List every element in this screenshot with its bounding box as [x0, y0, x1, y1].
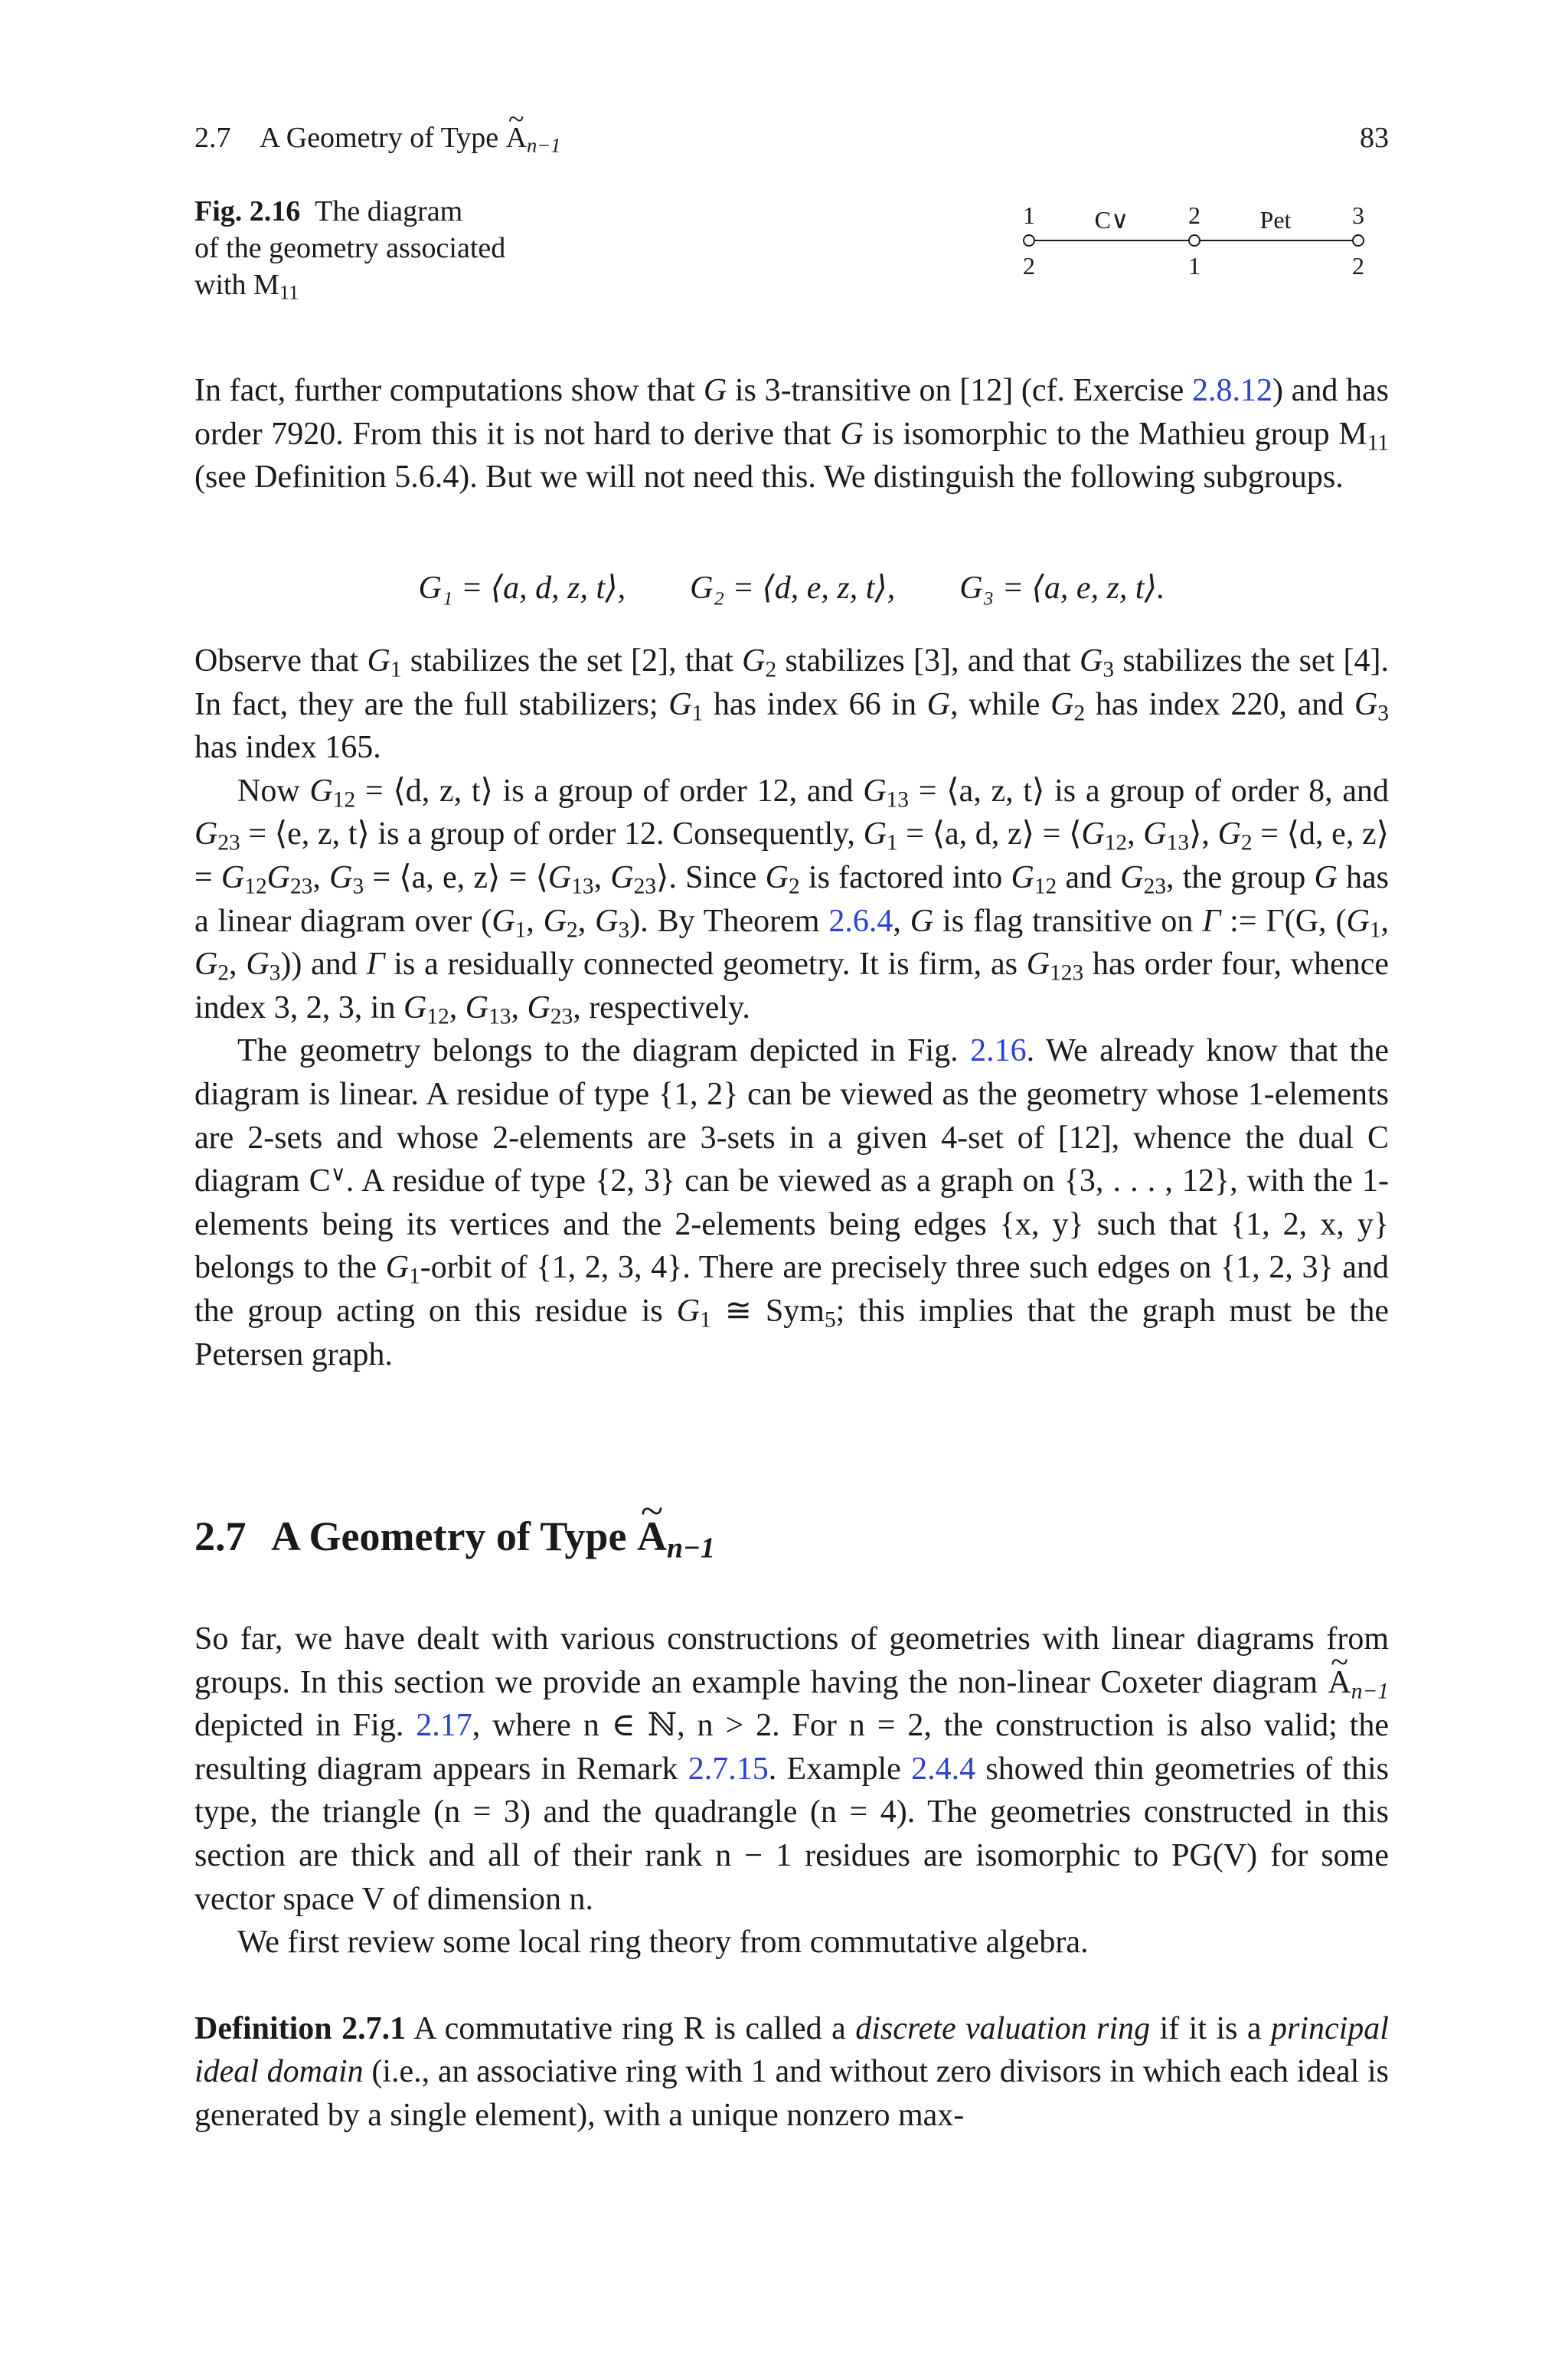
- subgroup-definitions: G₁ = ⟨a, d, z, t⟩, G₂ = ⟨d, e, z, t⟩, G₃ = ⟨a, e, z, t⟩.: [418, 571, 1165, 606]
- section-heading: [194, 1513, 715, 1565]
- paragraph-4: The geometry belongs to the diagram depicted in Fig. 2.16. We already know that the diagram is linear. A residue of type {1, 2} can be viewed as the geometry whose 1-elements are 2-sets and whose 2-elements are 3-sets in a given 4-set of [12], whence the dual C diagram C∨. A residue of type {2, 3} can be viewed as a graph on {3, . . . , 12}, with the 1-elements being its vertices and the 2-elements being edges {x, y} such that {1, 2, x, y} belongs to the $G_1$-orbit of {1, 2, 3, 4}. There are precisely three such edges on {1, 2, 3} and the group acting on this residue is $G_1$ ≅ Sym$_5$; this implies that the graph must be the Petersen graph.: [194, 1033, 1390, 1372]
- paragraph-6: We first review some local ring theory from commutative algebra.: [237, 1925, 1089, 1961]
- example-link[interactable]: 2.4.4: [911, 1751, 976, 1787]
- caption-line-3: with M: [194, 269, 279, 301]
- diagram-node-1: [1024, 235, 1034, 246]
- theorem-link[interactable]: 2.6.4: [828, 903, 893, 939]
- node-bottom-label: 2: [1352, 252, 1364, 280]
- section-title: A Geometry of Type: [271, 1513, 627, 1559]
- node-bottom-label: 1: [1188, 252, 1200, 280]
- figure-label: Fig. 2.16: [194, 195, 301, 227]
- node-top-label: 1: [1023, 201, 1035, 229]
- section-body: [194, 1617, 1389, 2138]
- node-top-label: 3: [1352, 201, 1364, 229]
- definition-2-7-1: Definition 2.7.1 A commutative ring R is called a discrete valuation ring if it is a principal ideal domain (i.e., an associative ring with 1 and without zero divisors in which each ideal is generated by a single element), with a unique nonzero max-: [194, 2010, 1389, 2133]
- caption-line-2: of the geometry associated: [194, 232, 506, 264]
- linear-diagram: [1021, 193, 1381, 285]
- header-title: [194, 121, 561, 155]
- section-number: 2.7: [194, 1513, 247, 1559]
- running-header: [194, 121, 1389, 159]
- section-title-subscript: n−1: [666, 1532, 715, 1565]
- diagram-node-2: [1189, 235, 1200, 246]
- paragraph-5: So far, we have dealt with various constructions of geometries with linear diagrams from groups. In this section we provide an example having the non-linear Coxeter diagram ~ $A_{n-1}$ depicted in Fig. 2.17, where n ∈ ℕ, n > 2. For n = 2, the construction is also valid; the resulting diagram appears in Remark 2.7.15. Example 2.4.4 showed thin geometries of this type, the triangle (n = 3) and the quadrangle (n = 4). The geometries constructed in this section are thick and all of their rank n − 1 residues are isomorphic to PG(V) for some vector space V of dimension n.: [194, 1617, 1389, 1921]
- edge-label-petersen: Pet: [1259, 206, 1292, 234]
- paragraph-2: Observe that $G_1$ stabilizes the set [2], that $G_2$ stabilizes [3], and that $G_3$ stabilizes the set [4]. In fact, they are the full stabilizers; $G_1$ has index 66 in G, while $G_2$ has index 220, and $G_3$ has index 165.: [194, 643, 1390, 766]
- figure-link[interactable]: 2.17: [416, 1708, 472, 1744]
- figure-2-16: [194, 193, 1389, 308]
- remark-link[interactable]: 2.7.15: [688, 1751, 769, 1787]
- header-title-symbol: ~ A: [506, 121, 527, 155]
- main-text-block: [194, 639, 1389, 1376]
- paragraph-3: Now $G_{12}$ = ⟨d, z, t⟩ is a group of order 12, and $G_{13}$ = ⟨a, z, t⟩ is a group of order 8, and $G_{23}$ = ⟨e, z, t⟩ is a group of order 12. Consequently, $G_1$ = ⟨a, d, z⟩ = $⟨G_{12}$, $G_{13}⟩$, $G_2$ = ⟨d, e, z⟩ = $G_{12}G_{23}$, $G_3$ = ⟨a, e, z⟩ = $⟨G_{13}$, $G_{23}⟩$. Since $G_2$ is factored into $G_{12}$ and $G_{23}$, the group G has a linear diagram over ($G_1$, $G_2$, $G_3$). By Theorem 2.6.4, G is flag transitive on Γ := Γ(G, ($G_1$, $G_2$, $G_3$)) and Γ is a residually connected geometry. It is firm, as $G_{123}$ has order four, whence index 3, 2, 3, in $G_{12}$, $G_{13}$, $G_{23}$, respectively.: [194, 773, 1390, 1029]
- node-top-label: 2: [1188, 201, 1200, 229]
- node-bottom-label: 2: [1023, 252, 1035, 280]
- edge-label-c-dual: C∨: [1094, 206, 1129, 234]
- diagram-node-3: [1353, 235, 1364, 246]
- header-title-text: A Geometry of Type: [259, 122, 499, 154]
- figure-caption: [194, 193, 554, 303]
- page-number: 83: [1360, 122, 1389, 154]
- caption-subscript: 11: [279, 280, 299, 304]
- paragraph-1: In fact, further computations show that G is 3-transitive on [12] (cf. Exercise 2.8.12) and has order 7920. From this it is not hard to derive that G is isomorphic to the Mathieu group $M_{11}$ (see Definition 5.6.4). But we will not need this. We distinguish the following subgroups.: [194, 373, 1390, 496]
- exercise-link[interactable]: 2.8.12: [1192, 373, 1272, 408]
- header-section-number: 2.7: [194, 122, 231, 154]
- caption-line-1: The diagram: [315, 195, 463, 227]
- section-title-symbol: ~ A: [637, 1513, 667, 1560]
- figure-link[interactable]: 2.16: [970, 1033, 1027, 1069]
- header-title-subscript: n−1: [527, 133, 561, 157]
- definition-label: Definition 2.7.1: [194, 2010, 407, 2046]
